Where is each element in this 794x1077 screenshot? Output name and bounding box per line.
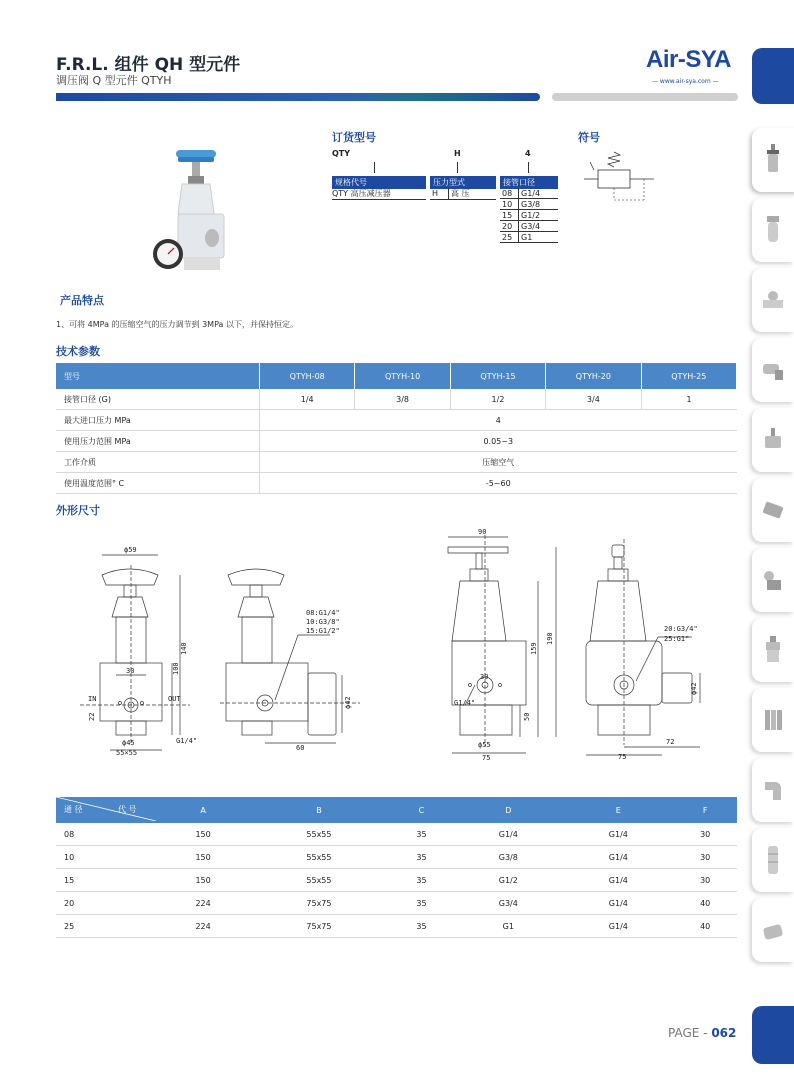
symbol-title: 符号 (578, 131, 600, 144)
features-title: 产品特点 (60, 294, 104, 307)
regulator-category-icon[interactable] (752, 128, 794, 192)
lubricator-category-icon[interactable] (752, 618, 794, 682)
dimension-drawings (80, 525, 740, 770)
dim-label: ϕ42 (344, 696, 352, 709)
order-tick (457, 162, 458, 173)
muffler-category-icon[interactable] (752, 828, 794, 892)
spec-row: 使用温度范围° C -5~60 (56, 473, 737, 494)
dim-label: ϕ59 (124, 546, 137, 554)
dim-label: 72 (666, 738, 675, 746)
dim-label: 15:G1/2" (306, 627, 340, 635)
series-label: 规格代号 (332, 176, 426, 189)
valve-category-icon[interactable] (752, 268, 794, 332)
dim-label: 75 (482, 754, 491, 762)
dim-label: 159 (530, 642, 538, 655)
spec-header: QTYH-10 (355, 363, 450, 389)
spec-row: 使用压力范围 MPa 0.05~3 (56, 431, 737, 452)
dim-row: 20 224 75x75 35 G3/4 G1/4 40 (56, 892, 737, 915)
brand-url: — www.air-sya.com — (652, 78, 719, 85)
dim-label: G1/4" (454, 699, 476, 707)
dim-label: 25:G1" (664, 635, 690, 643)
port-row: 20 G3/4 (500, 221, 558, 232)
cylinder-category-icon[interactable] (752, 478, 794, 542)
product-category-tabs (752, 128, 794, 968)
dim-label: G1/4" (176, 737, 198, 745)
dim-header: B (248, 797, 389, 823)
order-tick (528, 162, 529, 173)
dim-label: ϕ55 (478, 741, 491, 749)
solenoid-category-icon[interactable] (752, 548, 794, 612)
dimension-table (56, 797, 737, 938)
brand-logo: Air-SYA (646, 46, 731, 73)
dim-label: 30 (126, 667, 135, 675)
dim-row: 10 150 55x55 35 G3/8 G1/4 30 (56, 846, 737, 869)
spec-row: 工作介质 压缩空气 (56, 452, 737, 473)
spec-header: QTYH-08 (260, 363, 355, 389)
order-tick (374, 162, 375, 173)
dim-row: 08 150 55x55 35 G1/4 G1/4 30 (56, 823, 737, 846)
port-row: 25 G1 (500, 232, 558, 243)
dim-header: F (673, 797, 737, 823)
fitting-category-icon[interactable] (752, 338, 794, 402)
elbow-category-icon[interactable] (752, 758, 794, 822)
dim-label: 30 (480, 673, 489, 681)
port-row: 10 G3/8 (500, 199, 558, 210)
dim-label: 75 (618, 753, 627, 761)
dim-row: 25 224 75x75 35 G1 G1/4 40 (56, 915, 737, 938)
spec-header: QTYH-15 (450, 363, 545, 389)
dim-label: 100 (172, 662, 180, 675)
dim-label: 190 (546, 632, 554, 645)
order-code-pressure: H (454, 149, 461, 158)
silencer-category-icon[interactable] (752, 408, 794, 472)
page-title: F.R.L. 组件 QH 型元件 (56, 55, 241, 75)
spec-header: 型号 (56, 363, 260, 389)
spec-header: QTYH-25 (641, 363, 736, 389)
port-row: 15 G1/2 (500, 210, 558, 221)
series-value: QTY 高压减压器 (332, 188, 426, 200)
pressure-code: H (430, 188, 449, 200)
dim-label: OUT (168, 695, 181, 703)
dim-label: 08:G1/4" (306, 609, 340, 617)
dim-header-row (56, 797, 737, 823)
dim-label: 22 (88, 712, 96, 721)
dim-label: 60 (296, 744, 305, 752)
order-code-title: 订货型号 (332, 131, 376, 144)
page-number: PAGE - 062 (668, 1026, 737, 1040)
spec-row: 最大进口压力 MPa 4 (56, 410, 737, 431)
side-tab-top[interactable] (752, 48, 794, 104)
gauge-category-icon[interactable] (752, 898, 794, 962)
manifold-category-icon[interactable] (752, 688, 794, 752)
dim-label: ϕ45 (122, 739, 135, 747)
dim-header: E (563, 797, 673, 823)
dim-label: 90 (478, 528, 487, 536)
regulator-symbol-icon (584, 148, 660, 208)
order-code-series: QTY (332, 149, 351, 158)
dimensions-title: 外形尺寸 (56, 504, 100, 517)
spec-row: 接管口径 (G) 1/4 3/8 1/2 3/4 1 (56, 389, 737, 410)
filter-category-icon[interactable] (752, 198, 794, 262)
side-tab-bottom[interactable] (752, 1006, 794, 1064)
order-code-port: 4 (525, 149, 531, 158)
port-table (500, 188, 558, 243)
pressure-table (430, 188, 496, 200)
dim-label: 140 (180, 642, 188, 655)
dim-label: 55×55 (116, 749, 138, 757)
header-bar-grey (552, 93, 738, 101)
dim-header-diag: 通 径 代 号 (56, 797, 158, 823)
pressure-label: 压力型式 (430, 176, 496, 189)
pressure-value: 高 压 (449, 188, 497, 200)
port-row: 08 G1/4 (500, 188, 558, 199)
dim-label: 20:G3/4" (664, 625, 698, 633)
regulator-product-photo (148, 146, 268, 278)
dim-label: 50 (523, 712, 531, 721)
dim-label: 10:G3/8" (306, 618, 340, 626)
dim-header: D (453, 797, 563, 823)
dim-label: IN (88, 695, 97, 703)
dim-label: ϕ42 (690, 682, 698, 695)
dim-row: 15 150 55x55 35 G1/2 G1/4 30 (56, 869, 737, 892)
spec-title: 技术参数 (56, 345, 100, 358)
spec-header-row (56, 363, 737, 389)
page-subtitle: 调压阀 Q 型元件 QTYH (56, 74, 172, 87)
port-label: 接管口径 (500, 176, 558, 189)
dim-header: A (158, 797, 248, 823)
header-bar (56, 93, 540, 101)
dim-header: C (390, 797, 454, 823)
feature-text: 1、可将 4MPa 的压缩空气的压力调节到 3MPa 以下，并保持恒定。 (56, 320, 298, 329)
spec-header: QTYH-20 (546, 363, 641, 389)
spec-table (56, 363, 737, 494)
